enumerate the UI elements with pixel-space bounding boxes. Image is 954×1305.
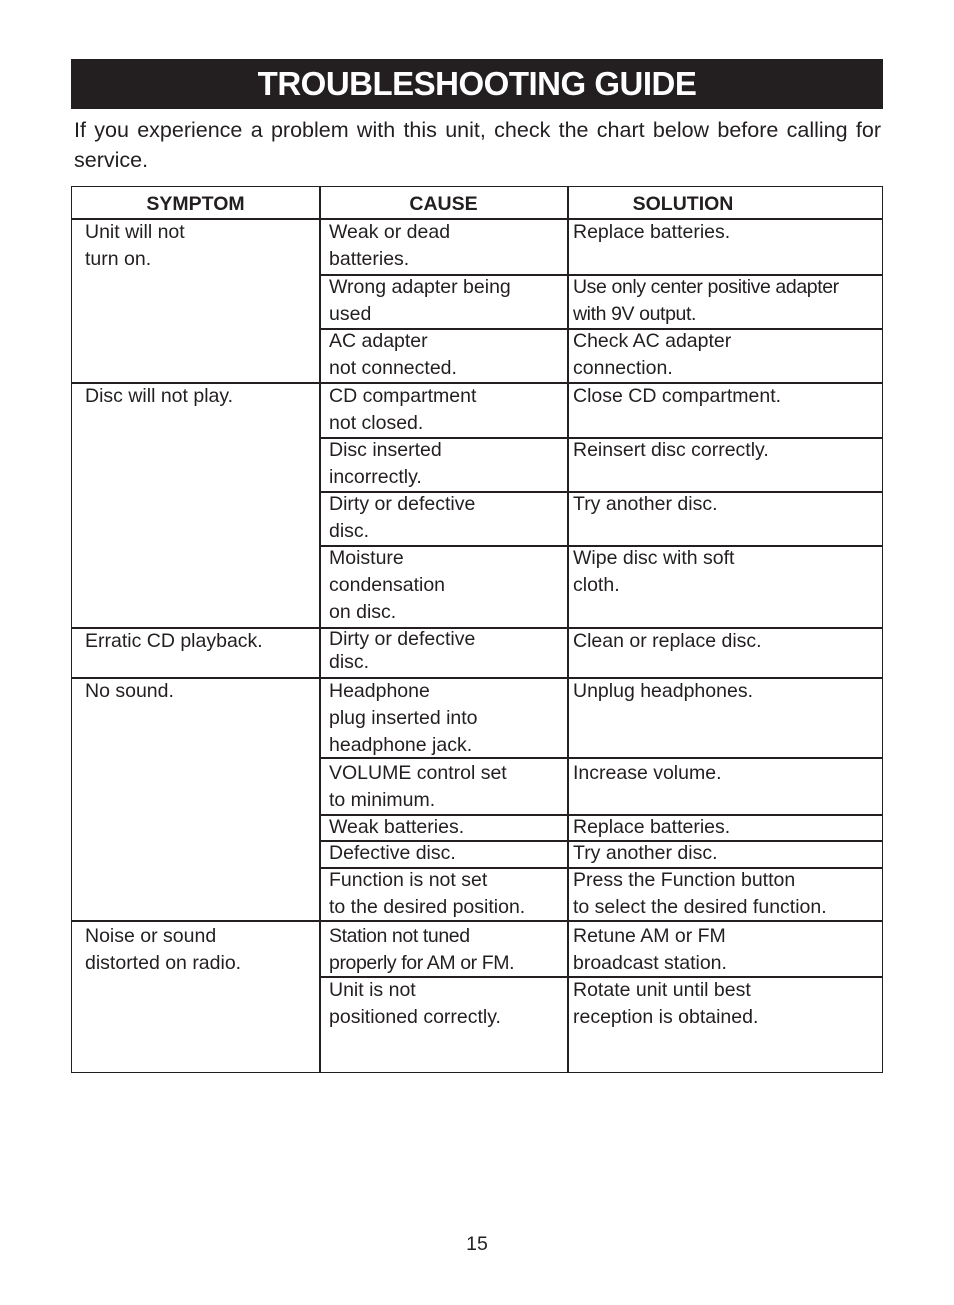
cause-cell: Dirty or defective disc. (329, 493, 476, 542)
cause-cell: CD compartment not closed. (329, 385, 477, 434)
cause-cell: Defective disc. (329, 842, 456, 864)
solution-cell: Use only center positive adapter with 9V output. (573, 276, 839, 325)
cause-cell: VOLUME control set to minimum. (329, 762, 507, 811)
solution-cell: Clean or replace disc. (573, 630, 762, 652)
cause-cell: Station not tuned properly for AM or FM. (329, 925, 515, 974)
symptom-cell: Noise or sound distorted on radio. (85, 925, 242, 974)
cause-cell: Function is not set to the desired position. (329, 869, 526, 918)
cause-cell: Disc inserted incorrectly. (329, 439, 442, 488)
cause-cell: Wrong adapter being used (329, 276, 511, 325)
symptom-cell: Erratic CD playback. (85, 630, 263, 652)
symptom-cell: Disc will not play. (85, 385, 234, 407)
solution-cell: Try another disc. (573, 842, 718, 864)
header-symptom: SYMPTOM (146, 193, 245, 215)
column-divider (319, 187, 321, 1072)
page-title: TROUBLESHOOTING GUIDE (71, 59, 883, 109)
symptom-cell: No sound. (85, 680, 174, 702)
column-divider (567, 187, 569, 1072)
cause-cell: Dirty or defective disc. (329, 628, 476, 673)
solution-cell: Check AC adapter connection. (573, 330, 732, 379)
solution-cell: Unplug headphones. (573, 680, 753, 702)
solution-cell: Increase volume. (573, 762, 722, 784)
solution-cell: Rotate unit until best reception is obtained. (573, 979, 759, 1028)
header-solution: SOLUTION (632, 193, 734, 215)
troubleshooting-table (71, 186, 883, 1073)
solution-cell: Press the Function button to select the desired function. (573, 869, 827, 918)
solution-cell: Replace batteries. (573, 221, 731, 243)
cause-cell: Moisture condensation on disc. (329, 547, 446, 623)
page-number: 15 (466, 1233, 488, 1255)
symptom-cell: Unit will not turn on. (85, 221, 185, 270)
cause-cell: Weak batteries. (329, 816, 465, 838)
solution-cell: Reinsert disc correctly. (573, 439, 769, 461)
solution-cell: Try another disc. (573, 493, 718, 515)
cause-cell: Unit is not positioned correctly. (329, 979, 501, 1028)
cause-cell: AC adapter not connected. (329, 330, 457, 379)
solution-cell: Wipe disc with soft cloth. (573, 547, 735, 596)
cause-cell: Weak or dead batteries. (329, 221, 451, 270)
header-cause: CAUSE (409, 193, 478, 215)
solution-cell: Close CD compartment. (573, 385, 782, 407)
solution-cell: Retune AM or FM broadcast station. (573, 925, 727, 974)
cause-cell: Headphone plug inserted into headphone jack. (329, 680, 478, 756)
solution-cell: Replace batteries. (573, 816, 731, 838)
intro-paragraph: If you experience a problem with this unit, check the chart below before calling for service. (74, 118, 881, 172)
